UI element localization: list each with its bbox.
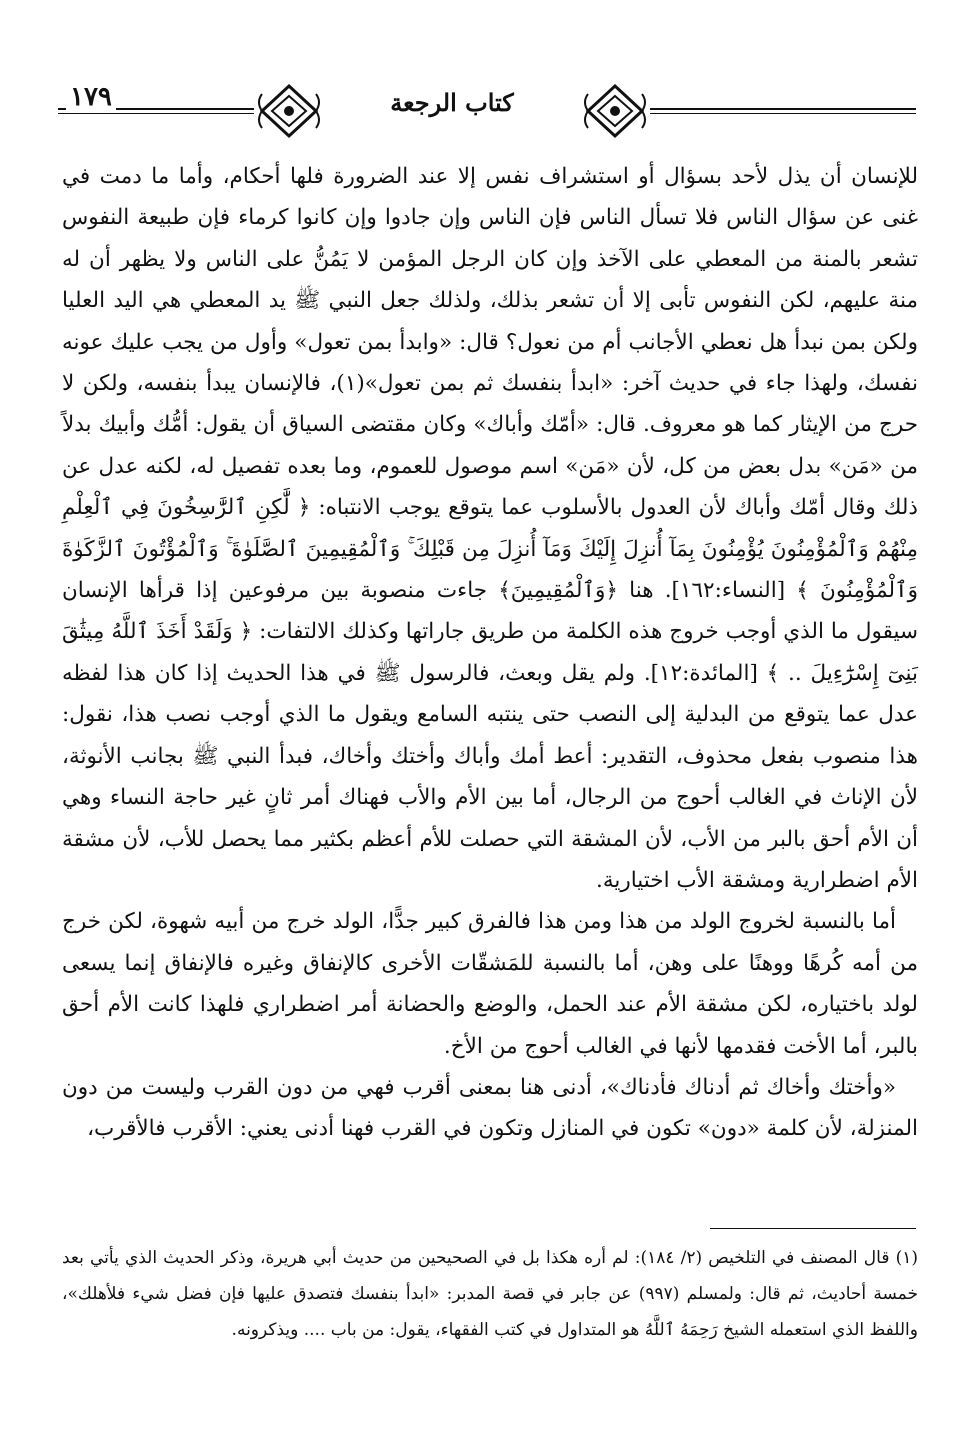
- body-text: [62, 156, 918, 1150]
- page-number: ١٧٩: [66, 82, 116, 112]
- footnote: (١) قال المصنف في التلخيص (٢/ ١٨٤): لم أره هكذا بل في الصحيحين من حديث أبي هريرة، وذكر الحديث الذي يأتي بعد خمسة أحاديث، ثم قال: ولمسلم (٩٩٧) عن جابر في قصة المدبر: «ابدأ بنفسك فتصدق عليها فإن فضل شيء فلأهلك»، واللفظ الذي استعمله الشيخ رَحِمَهُ ٱللَّهُ هو المتداول في كتب الفقهاء، يقول: من باب .... ويذكرونه.: [62, 1248, 918, 1340]
- running-header: [58, 78, 916, 148]
- paragraph: للإنسان أن يذل لأحد بسؤال أو استشراف نفس إلا عند الضرورة فلها أحكام، وأما ما دمت في غنى عن سؤال الناس فلا تسأل الناس فإن الناس وإن جادوا وإن كانوا كرماء فإن طبيعة النفوس تشعر بالمنة من المعطي على الآخذ وإن كان الرجل المؤمن لا يَمُنُّ على الناس ولا يظهر أن له منة عليهم، لكن النفوس تأبى إلا أن تشعر بذلك، ولذلك جعل النبي ﷺ يد المعطي هي اليد العليا ولكن بمن نبدأ هل نعطي الأجانب أم من نعول؟ قال: «وابدأ بمن تعول» وأول من يجب عليك عونه نفسك، ولهذا جاء في حديث آخر: «ابدأ بنفسك ثم بمن تعول»(١)، فالإنسان يبدأ بنفسه، ولكن لا حرج من الإيثار كما هو معروف. قال: «أمّك وأباك» وكان مقتضى السياق أن يقول: أمُّك وأبيك بدلاً من «مَن» بدل بعض من كل، لأن «مَن» اسم موصول للعموم، وما بعده تفصيل له، لكنه عدل عن ذلك وقال أمّك وأباك لأن العدول بالأسلوب عما يتوقع يوجب الانتباه: ﴿ لَّٰكِنِ ٱلرَّٰسِخُونَ فِي ٱلْعِلْمِ مِنْهُمْ وَٱلْمُؤْمِنُونَ يُؤْمِنُونَ بِمَآ أُنزِلَ إِلَيْكَ وَمَآ أُنزِلَ مِن قَبْلِكَ ۚ وَٱلْمُقِيمِينَ ٱلصَّلَوٰةَ ۚ وَٱلْمُؤْتُونَ ٱلزَّكَوٰةَ وَٱلْمُؤْمِنُونَ ﴾ [النساء:١٦٢]. هنا ﴿وَٱلْمُقِيمِينَ﴾ جاءت منصوبة بين مرفوعين إذا قرأها الإنسان سيقول ما الذي أوجب خروج هذه الكلمة من طريق جاراتها وكذلك الالتفات: ﴿ وَلَقَدْ أَخَذَ ٱللَّهُ مِيثَٰقَ بَنِىٓ إِسْرَٰٓءِيلَ .. ﴾ [المائدة:١٢]. ولم يقل وبعث، فالرسول ﷺ في هذا الحديث إذا كان هذا لفظه عدل عما يتوقع من البدلية إلى النصب حتى ينتبه السامع ويقول ما الذي أوجب نصب هذا، نقول: هذا منصوب بفعل محذوف، التقدير: أعط أمك وأباك وأختك وأخاك، فبدأ النبي ﷺ بجانب الأنوثة، لأن الإناث في الغالب أحوج من الرجال، أما بين الأم والأب فهناك أمر ثانٍ غير حاجة النساء وهي أن الأم أحق بالبر من الأب، لأن المشقة التي حصلت للأم أعظم بكثير مما يحصل للأب، لأن مشقة الأم اضطرارية ومشقة الأب اختيارية.: [62, 164, 919, 893]
- book-title: كتاب الرجعة: [324, 88, 580, 117]
- paragraph: أما بالنسبة لخروج الولد من هذا ومن هذا فالفرق كبير جدًّا، الولد خرج من أبيه شهوة، لكن خرج من أمه كُرهًا ووهنًا على وهن، أما بالنسبة للمَشقّات الأخرى كالإنفاق وغيره فالإنفاق إنما يسعى لولد باختياره، لكن مشقة الأم عند الحمل، والوضع والحضانة أمر اضطراري فلهذا كانت الأم أحق بالبر، أما الأخت فقدمها لأنها في الغالب أحوج من الأخ.: [62, 909, 918, 1059]
- ornament-icon: [254, 82, 324, 140]
- footnote-separator: [710, 1228, 916, 1229]
- paragraph: «وأختك وأخاك ثم أدناك فأدناك»، أدنى هنا بمعنى أقرب فهي من دون القرب وليست من دون المنزلة، لأن كلمة «دون» تكون في المنازل وتكون في القرب فهنا أدنى يعني: الأقرب فالأقرب،: [62, 1074, 918, 1142]
- ornament-icon: [580, 82, 650, 140]
